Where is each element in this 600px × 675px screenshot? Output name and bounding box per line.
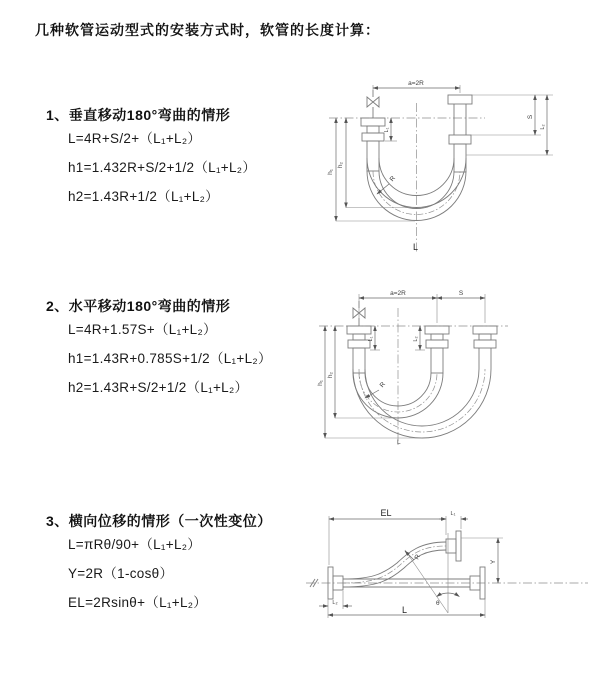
formula-h2: h2=1.43R+1/2（L₁+L₂） bbox=[68, 189, 219, 204]
hose-fitting-left bbox=[347, 326, 371, 373]
diagram-vertical-180-bend bbox=[315, 75, 590, 255]
formula-length: L=πRθ/90+（L₁+L₂） bbox=[68, 537, 202, 552]
hose-s-curve-position bbox=[343, 542, 446, 587]
dim-label-h2: h₂ bbox=[327, 371, 334, 379]
section-lateral-displacement bbox=[46, 512, 272, 617]
radius-label: R bbox=[388, 174, 398, 184]
dim-label-fitting-mid: L₂ bbox=[413, 336, 419, 342]
hose-fitting-left bbox=[361, 118, 385, 171]
diagram-horizontal-180-bend bbox=[313, 283, 590, 448]
formula-length: L=4R+1.57S+（L₁+L₂） bbox=[68, 322, 217, 337]
formula-offset: Y=2R（1-cosθ） bbox=[68, 566, 174, 581]
dimension-fittings bbox=[368, 326, 425, 350]
dimension-span-top bbox=[373, 80, 460, 95]
dim-label-h2: h₂ bbox=[337, 161, 344, 169]
angle-construction bbox=[405, 533, 459, 613]
dim-label-fitting-left: L₁ bbox=[384, 127, 390, 133]
dim-label-fitting-right: L₂ bbox=[540, 124, 546, 130]
section-3-heading: 3、横向位移的情形（一次性变位） bbox=[46, 513, 272, 529]
dim-label-fitting-left: L₁ bbox=[368, 336, 374, 342]
dimension-span-top bbox=[359, 290, 485, 323]
formula-h1: h1=1.432R+S/2+1/2（L₁+L₂） bbox=[68, 160, 257, 175]
dimension-heights-left bbox=[317, 326, 422, 438]
dimension-el-top bbox=[329, 508, 468, 565]
dim-label-el: EL bbox=[380, 508, 392, 518]
angle-label: θ bbox=[436, 600, 440, 607]
radius-label: R bbox=[378, 380, 388, 390]
diagram-lateral-displacement bbox=[298, 505, 595, 640]
hose-fitting-right bbox=[448, 95, 472, 172]
dim-label-span: a=2R bbox=[390, 290, 406, 297]
section-horizontal-movement bbox=[46, 297, 272, 402]
dim-label-span: a=2R bbox=[408, 80, 424, 87]
dimension-l-bottom bbox=[319, 591, 485, 618]
dimension-travel-right bbox=[466, 95, 553, 155]
formula-h1: h1=1.43R+0.785S+1/2（L₁+L₂） bbox=[68, 351, 272, 366]
dim-label-fitting-left: L₂ bbox=[332, 600, 338, 606]
radius-callout bbox=[377, 175, 397, 194]
formula-extended-length: EL=2Rsinθ+（L₁+L₂） bbox=[68, 595, 208, 610]
dim-label-h1: h₁ bbox=[317, 380, 324, 386]
dim-label-y: Y bbox=[490, 559, 497, 565]
hose-fitting-middle bbox=[425, 326, 449, 373]
section-1-heading: 1、垂直移动180°弯曲的情形 bbox=[46, 107, 231, 123]
dim-label-travel: S bbox=[458, 290, 464, 297]
formula-length: L=4R+S/2+（L₁+L₂） bbox=[68, 131, 202, 146]
hose-u-bend-position1 bbox=[353, 373, 443, 418]
radius-callout bbox=[405, 551, 422, 561]
dim-label-h1: h₁ bbox=[327, 169, 334, 175]
dim-label-travel: S bbox=[527, 114, 534, 120]
dim-label-fitting-top: L₁ bbox=[450, 511, 456, 517]
section-vertical-movement bbox=[46, 106, 256, 211]
length-label: L bbox=[413, 242, 419, 252]
page-title: 几种软管运动型式的安装方式时，软管的长度计算： bbox=[35, 22, 380, 38]
length-label: L bbox=[397, 439, 401, 446]
hose-fitting-right bbox=[473, 326, 497, 369]
section-2-heading: 2、水平移动180°弯曲的情形 bbox=[46, 298, 231, 314]
dimension-y-right bbox=[461, 538, 503, 583]
radius-label: R bbox=[413, 553, 422, 562]
dim-label-l: L bbox=[402, 605, 408, 615]
formula-h2: h2=1.43R+S/2+1/2（L₁+L₂） bbox=[68, 380, 249, 395]
